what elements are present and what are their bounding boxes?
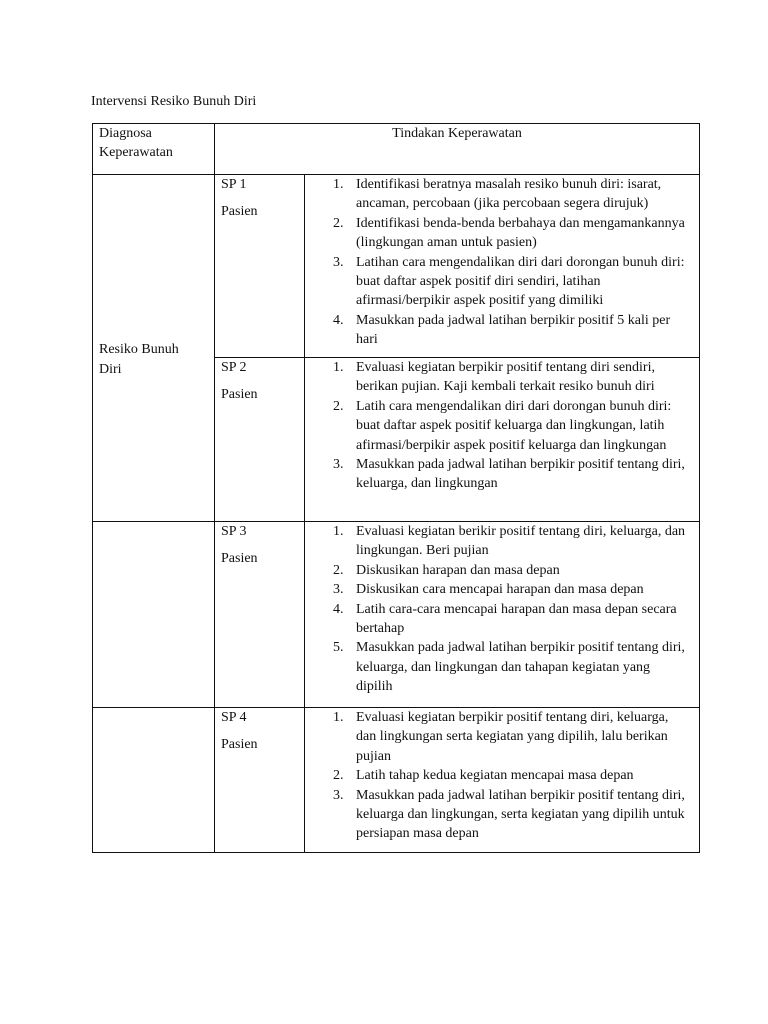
list-item: 2. Latih cara mengendalikan diri dari dorongan bunuh diri: buat daftar aspek positif keluarga dan lingkungan, latih afirmasi/berpikir aspek positif keluarga dan lingkungan [333, 398, 672, 453]
list-item: 1. Evaluasi kegiatan berpikir positif tentang diri, keluarga, dan lingkungan serta kegiatan yang dipilih, lalu berikan pujian [333, 710, 669, 764]
sp-label: SP 1 [221, 177, 247, 192]
list-item: 3. Latihan cara mengendalikan diri dari dorongan bunuh diri: buat daftar aspek positif diri sendiri, latihan afirmasi/berpikir aspek positif yang dimiliki [333, 254, 685, 309]
diagnosa-line1: Resiko Bunuh [99, 342, 179, 358]
header-tindakan: Tindakan Keperawatan [215, 124, 700, 175]
sp-target: Pasien [221, 551, 258, 567]
actions-cell [305, 175, 700, 358]
sp-cell [215, 358, 305, 522]
sp-label: SP 3 [221, 524, 247, 539]
list-item: 2. Identifikasi benda-benda berbahaya dan mengamankannya (lingkungan aman untuk pasien) [333, 215, 685, 251]
actions-cell [305, 522, 700, 708]
diagnosa-empty-cell [93, 708, 215, 853]
action-list [333, 708, 689, 844]
diagnosa-cell [93, 175, 215, 522]
action-list [333, 522, 689, 697]
list-item: 5. Masukkan pada jadwal latihan berpikir positif tentang diri, keluarga, dan lingkungan dan tahapan kegiatan yang dipilih [333, 640, 685, 695]
sp-cell [215, 175, 305, 358]
list-item: 1. Evaluasi kegiatan berpikir positif tentang diri sendiri, berikan pujian. Kaji kembali terkait resiko bunuh diri [333, 360, 655, 395]
diagnosa-line2: Diri [99, 361, 122, 377]
table-row-sp4 [93, 708, 700, 853]
header-diagnosa-line2: Keperawatan [99, 145, 173, 161]
sp-target: Pasien [221, 387, 258, 403]
list-item: 3. Masukkan pada jadwal latihan berpikir positif tentang diri, keluarga dan lingkungan, serta kegiatan yang dipilih untuk persiapan masa depan [333, 787, 685, 842]
table-row-sp3 [93, 522, 700, 708]
table-row-sp1 [93, 175, 700, 358]
list-item: 1. Evaluasi kegiatan berikir positif tentang diri, keluarga, dan lingkungan. Beri pujian [333, 524, 686, 559]
action-list [333, 358, 689, 494]
sp-cell [215, 708, 305, 853]
header-diagnosa-line1: Diagnosa [99, 126, 152, 141]
table-header-row [93, 124, 700, 175]
sp-target: Pasien [221, 204, 258, 220]
sp-cell [215, 522, 305, 708]
action-list [333, 175, 689, 350]
list-item: 1. Identifikasi beratnya masalah resiko bunuh diri: isarat, ancaman, percobaan (jika percobaan segera dirujuk) [333, 177, 662, 212]
diagnosa-empty-cell [93, 522, 215, 708]
list-item: 2. Latih tahap kedua kegiatan mencapai masa depan [333, 768, 634, 784]
list-item: 2. Diskusikan harapan dan masa depan [333, 562, 560, 578]
sp-label: SP 4 [221, 710, 247, 725]
sp-label: SP 2 [221, 360, 247, 375]
list-item: 3. Diskusikan cara mencapai harapan dan masa depan [333, 582, 644, 598]
intervention-table [92, 123, 700, 853]
actions-cell [305, 708, 700, 853]
actions-cell [305, 358, 700, 522]
header-diagnosa [93, 124, 215, 175]
list-item: 4. Latih cara-cara mencapai harapan dan masa depan secara bertahap [333, 601, 677, 637]
sp-target: Pasien [221, 737, 258, 753]
document-title: Intervensi Resiko Bunuh Diri [91, 94, 257, 109]
list-item: 4. Masukkan pada jadwal latihan berpikir positif 5 kali per hari [333, 312, 671, 348]
list-item: 3. Masukkan pada jadwal latihan berpikir positif tentang diri, keluarga, dan lingkungan [333, 457, 685, 492]
